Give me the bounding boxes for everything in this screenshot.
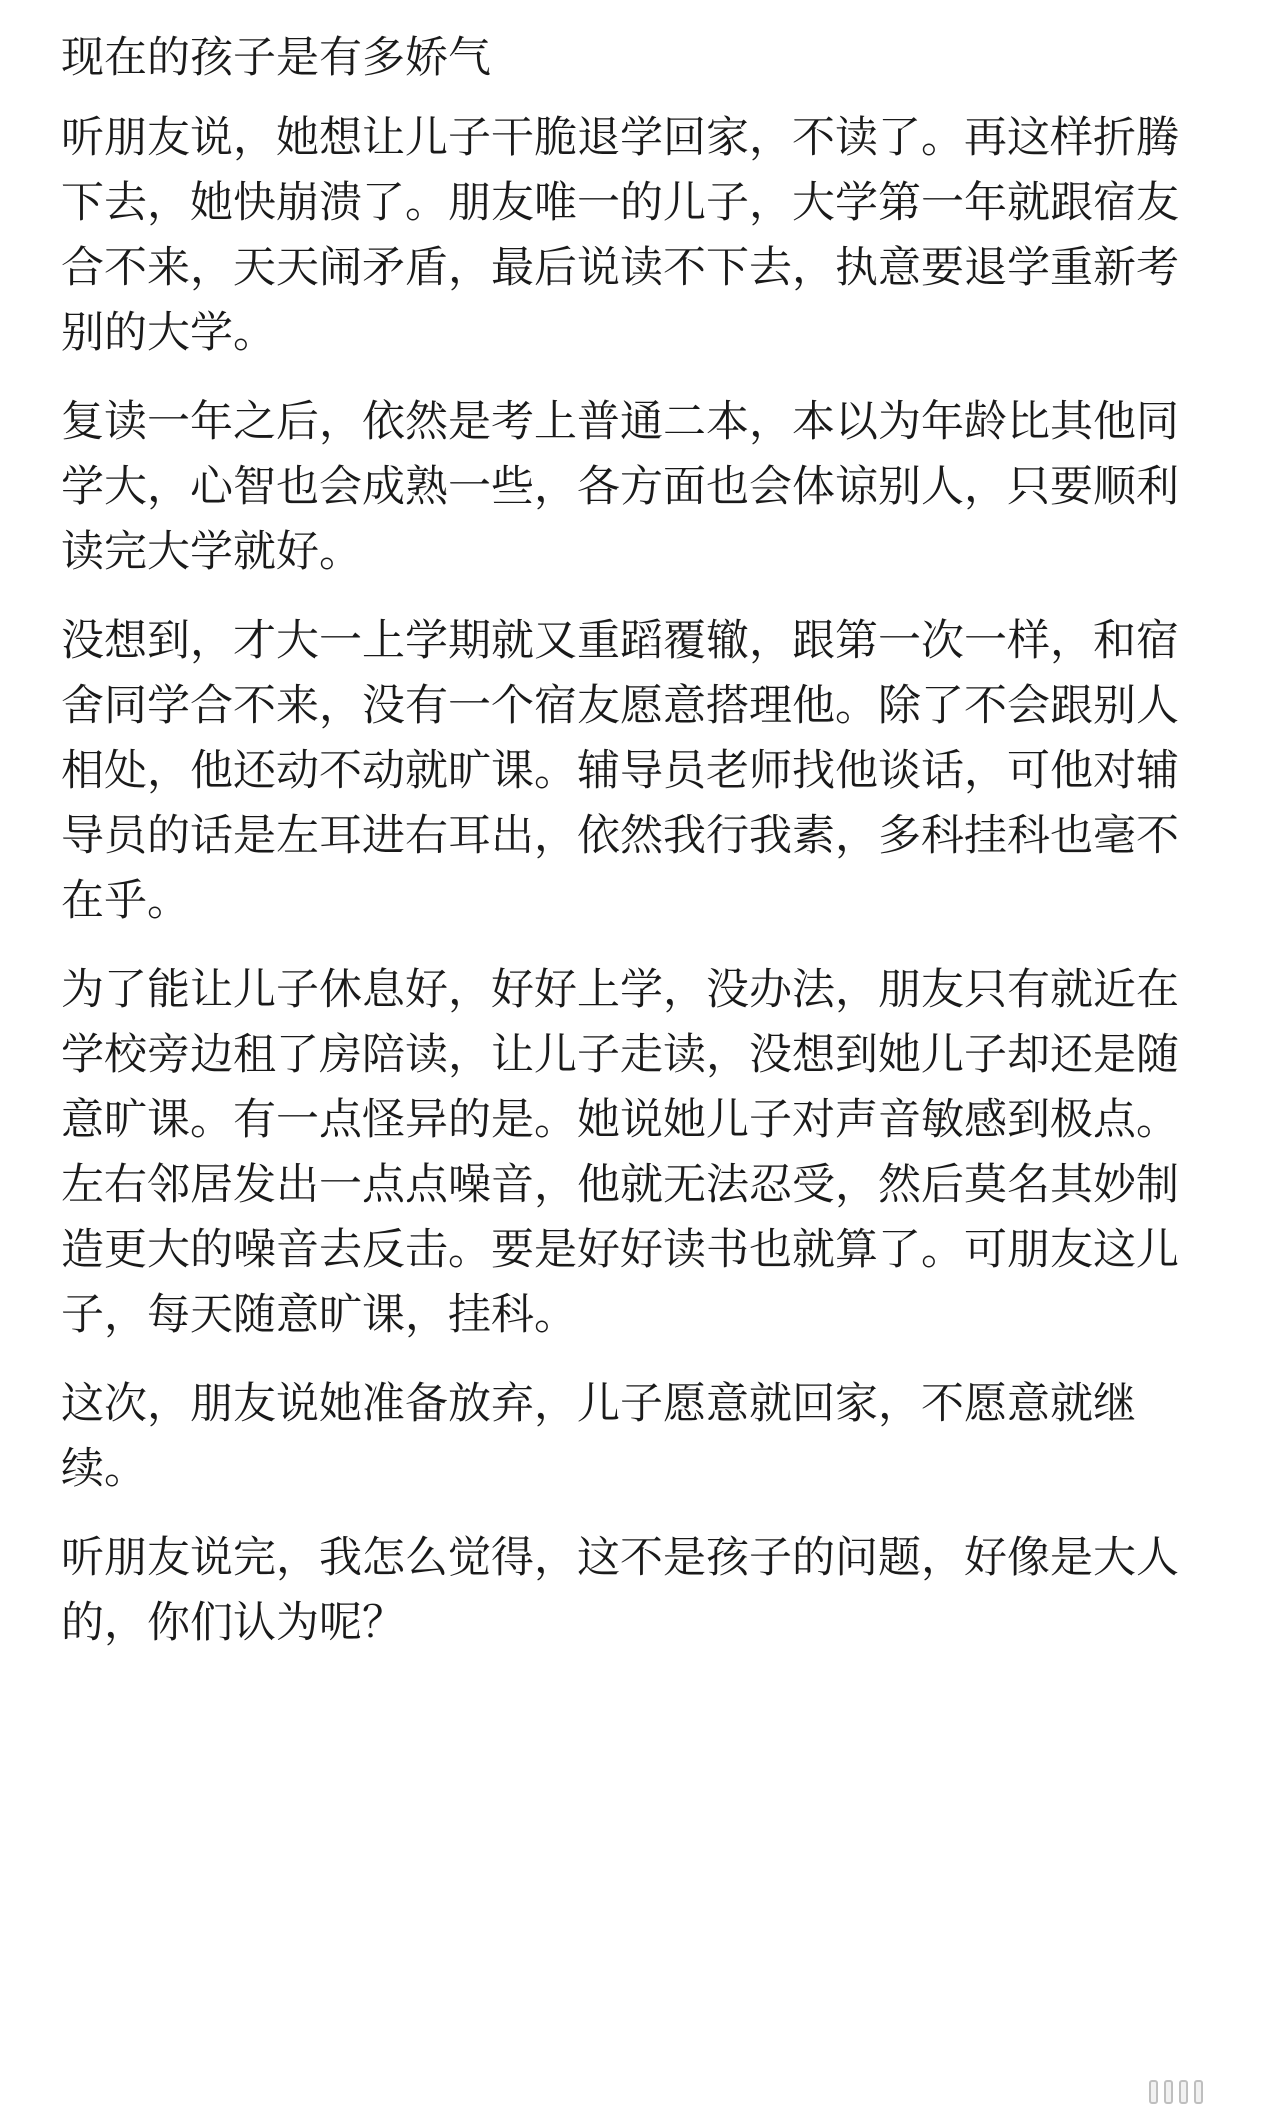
paragraph-4: 为了能让儿子休息好，好好上学，没办法，朋友只有就近在学校旁边租了房陪读，让儿子走读，没想到她儿子却还是随意旷课。有一点怪异的是。她说她儿子对声音敏感到极点。左右邻居发出一点点噪音，他就无法忍受，然后莫名其妙制造更大的噪音去反击。要是好好读书也就算了。可朋友这儿子，每天随意旷课，挂科。 [61, 965, 1179, 1340]
watermark-bar [1194, 2080, 1203, 2104]
article-title: 现在的孩子是有多娇气 [61, 33, 491, 83]
article [61, 28, 1221, 1680]
watermark-bar [1164, 2080, 1173, 2104]
watermark-icon [1149, 2080, 1203, 2104]
watermark-bar [1149, 2080, 1158, 2104]
paragraph-2: 复读一年之后，依然是考上普通二本，本以为年龄比其他同学大，心智也会成熟一些，各方面也会体谅别人，只要顺利读完大学就好。 [61, 397, 1179, 577]
paragraph-3: 没想到，才大一上学期就又重蹈覆辙，跟第一次一样，和宿舍同学合不来，没有一个宿友愿意搭理他。除了不会跟别人相处，他还动不动就旷课。辅导员老师找他谈话，可他对辅导员的话是左耳进右耳出，依然我行我素，多科挂科也毫不在乎。 [61, 616, 1179, 926]
paragraph-5: 这次，朋友说她准备放弃，儿子愿意就回家，不愿意就继续。 [61, 1379, 1136, 1494]
paragraph-1: 听朋友说，她想让儿子干脆退学回家，不读了。再这样折腾下去，她快崩溃了。朋友唯一的儿子，大学第一年就跟宿友合不来，天天闹矛盾，最后说读不下去，执意要退学重新考别的大学。 [61, 113, 1179, 358]
watermark-bar [1179, 2080, 1188, 2104]
paragraph-6: 听朋友说完，我怎么觉得，这不是孩子的问题，好像是大人的，你们认为呢？ [61, 1533, 1179, 1648]
